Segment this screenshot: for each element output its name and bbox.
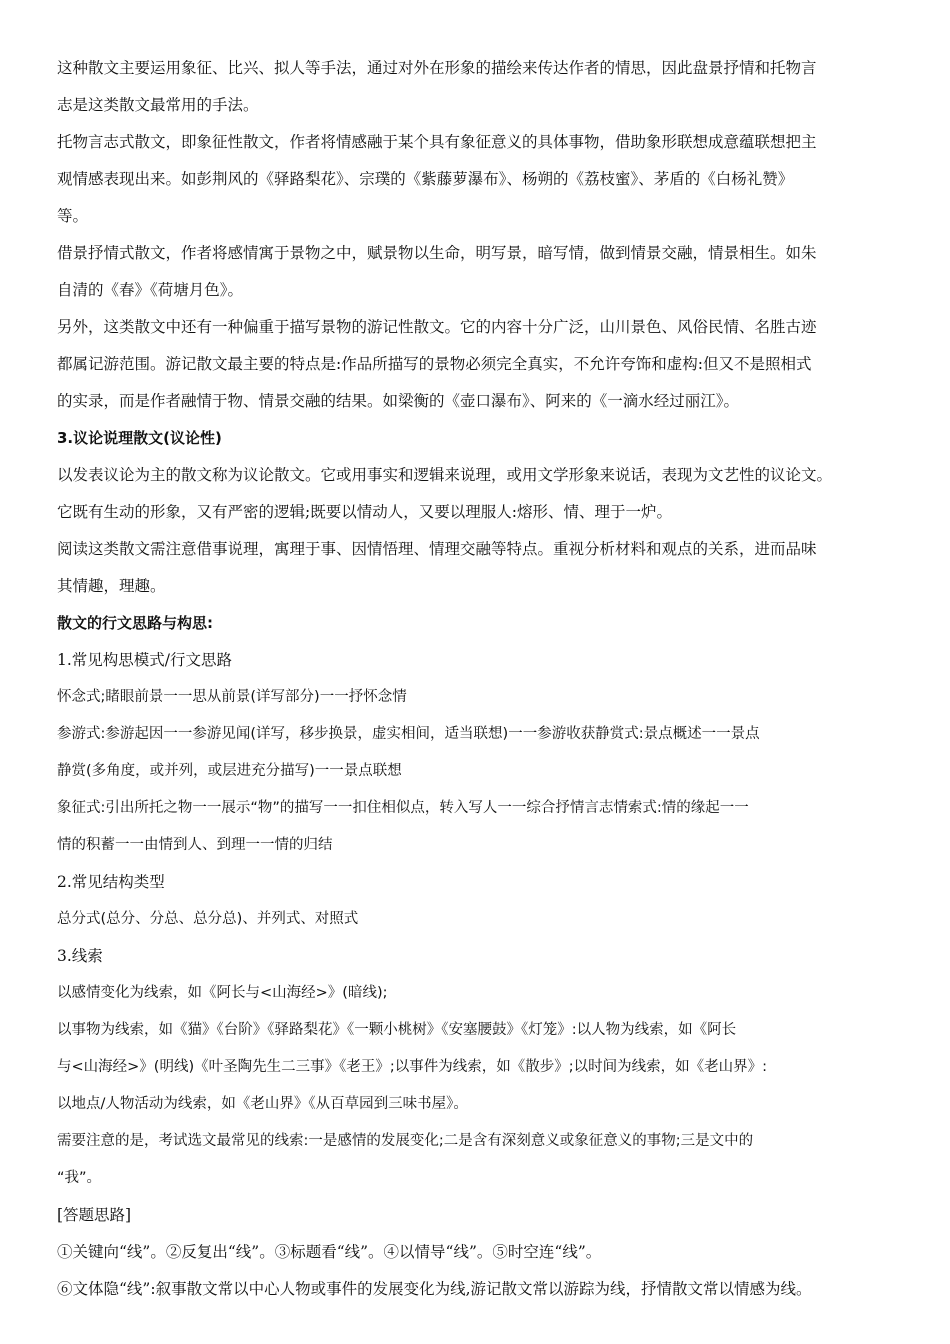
paragraph-line: 志是这类散文最常用的手法。 bbox=[57, 96, 259, 114]
paragraph-line: 的实录，而是作者融情于物、情景交融的结果。如梁衡的《壶口瀑布》、阿来的《一滴水经过丽江》。 bbox=[57, 392, 740, 410]
subsection-heading: 2.常见结构类型 bbox=[57, 873, 165, 891]
subsection-heading: 3.线索 bbox=[57, 947, 103, 965]
paragraph-line: 情的积蓄一一由情到人、到理一一情的归结 bbox=[57, 837, 333, 853]
paragraph-line: 其情趣，理趣。 bbox=[57, 577, 166, 595]
paragraph-line: 另外，这类散文中还有一种偏重于描写景物的游记性散文。它的内容十分广泛，山川景色、风俗民情、名胜古迹 bbox=[57, 318, 817, 336]
section-heading: 3.议论说理散文(议论性) bbox=[57, 429, 222, 447]
paragraph-line: 象征式:引出所托之物一一展示“物”的描写一一扣住相似点，转入写人一一综合抒情言志情索式:情的缘起一一 bbox=[57, 800, 749, 816]
paragraph-line: 需要注意的是，考试选文最常见的线索:一是感情的发展变化;二是含有深刻意义或象征意义的事物;三是文中的 bbox=[57, 1133, 754, 1149]
paragraph-line: 与<山海经>》(明线)《叶圣陶先生二三事》《老王》;以事件为线索，如《散步》;以时间为线索，如《老山界》: bbox=[57, 1059, 768, 1075]
paragraph-line: 自清的《春》《荷塘月色》。 bbox=[57, 281, 244, 299]
paragraph-line: 它既有生动的形象，又有严密的逻辑;既要以情动人，又要以理服人:熔形、情、理于一炉。 bbox=[57, 503, 672, 521]
paragraph-line: ⑥文体隐“线”:叙事散文常以中心人物或事件的发展变化为线,游记散文常以游踪为线，抒情散文常以情感为线。 bbox=[57, 1280, 812, 1298]
subsection-heading: 1.常见构思模式/行文思路 bbox=[57, 651, 233, 669]
paragraph-line: ①关键向“线”。②反复出“线”。③标题看“线”。④以情导“线”。⑤时空连“线”。 bbox=[57, 1243, 602, 1261]
paragraph-line: 总分式(总分、分总、总分总)、并列式、对照式 bbox=[57, 911, 359, 927]
paragraph-line: 怀念式;睹眼前景一一思从前景(详写部分)一一抒怀念情 bbox=[57, 689, 407, 705]
section-heading: 散文的行文思路与构思: bbox=[57, 614, 213, 632]
paragraph-line: 等。 bbox=[57, 207, 89, 225]
paragraph-line: 都属记游范围。游记散文最主要的特点是:作品所描写的景物必须完全真实，不允许夸饰和虚构:但又不是照相式 bbox=[57, 355, 812, 373]
paragraph-line: 静赏(多角度，或并列，或层进充分描写)一一景点联想 bbox=[57, 763, 402, 779]
subsection-heading: [答题思路] bbox=[57, 1206, 132, 1224]
paragraph-line: 以地点/人物活动为线索，如《老山界》《从百草园到三味书屋》。 bbox=[57, 1096, 468, 1112]
paragraph-line: 托物言志式散文，即象征性散文，作者将情感融于某个具有象征意义的具体事物，借助象形联想成意蕴联想把主 bbox=[57, 133, 817, 151]
paragraph-line: 这种散文主要运用象征、比兴、拟人等手法，通过对外在形象的描绘来传达作者的情思，因此盘景抒情和托物言 bbox=[57, 59, 817, 77]
paragraph-line: 以感情变化为线索，如《阿长与<山海经>》(暗线); bbox=[57, 985, 388, 1001]
paragraph-line: 以发表议论为主的散文称为议论散文。它或用事实和逻辑来说理，或用文学形象来说话，表现为文艺性的议论文。 bbox=[57, 466, 833, 484]
paragraph-line: 以事物为线索，如《猫》《台阶》《驿路梨花》《一颗小桃树》《安塞腰鼓》《灯笼》:以人物为线索，如《阿长 bbox=[57, 1022, 737, 1038]
paragraph-line: “我”。 bbox=[57, 1170, 102, 1186]
paragraph-line: 阅读这类散文需注意借事说理，寓理于事、因情悟理、情理交融等特点。重视分析材料和观点的关系，进而品味 bbox=[57, 540, 817, 558]
paragraph-line: 借景抒情式散文，作者将感情寓于景物之中，赋景物以生命，明写景，暗写情，做到情景交融，情景相生。如朱 bbox=[57, 244, 817, 262]
paragraph-line: 观情感表现出来。如彭荆风的《驿路梨花》、宗璞的《紫藤萝瀑布》、杨朔的《荔枝蜜》、茅盾的《白杨礼赞》 bbox=[57, 170, 794, 188]
paragraph-line: 参游式:参游起因一一参游见闻(详写，移步换景，虚实相间，适当联想)一一参游收获静赏式:景点概述一一景点 bbox=[57, 726, 760, 742]
document-page bbox=[57, 50, 897, 1308]
